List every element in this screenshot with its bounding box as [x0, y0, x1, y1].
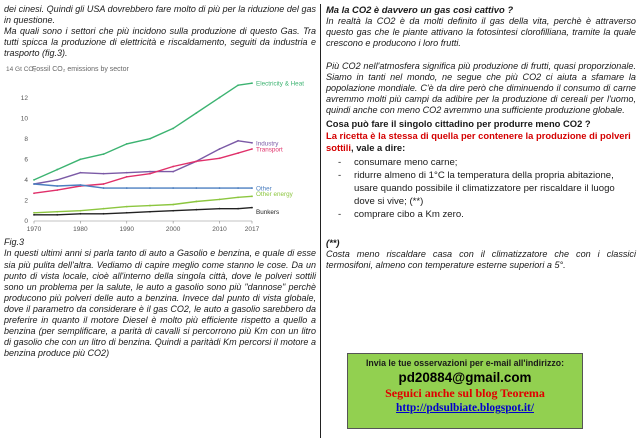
data-point: [219, 158, 221, 160]
note-text: Costa meno riscaldare casa con il climatizzatore che con i classici termosifoni, almeno con temperature esterne superiori a 5°.: [326, 248, 636, 270]
data-point: [172, 188, 174, 190]
series-label: Other energy: [256, 191, 293, 199]
data-point: [237, 208, 239, 210]
data-point: [103, 208, 105, 210]
left-paragraph-1: dei cinesi. Quindi gli USA dovrebbero fare molto di più per la riduzione del gas in questione.: [4, 4, 316, 26]
data-point: [251, 188, 253, 190]
y-tick-label: 6: [24, 156, 28, 164]
contact-box: [347, 353, 583, 429]
x-tick-label: 2017: [244, 226, 260, 234]
data-point: [103, 213, 105, 215]
data-point: [219, 188, 221, 190]
recipe-red-text: La ricetta è la stessa di quella per contenere la produzione di polveri sottili: [326, 129, 631, 153]
contact-email[interactable]: pd20884@gmail.com: [398, 370, 532, 385]
data-point: [149, 173, 151, 175]
series-line: [34, 149, 252, 193]
chart-title: Fossil CO₂ emissions by sector: [32, 66, 129, 74]
contact-invite: Invia le tue osservazioni per e-mail all'indirizzo:: [365, 358, 565, 368]
right-paragraph-2: Più CO2 nell'atmosfera significa più produzione di frutti, quasi proporzionale. Siamo in tanti nel mondo, ne segue che più CO2 ci aiuta a sfamare la popolazione mondiale. C'è da dire però che diminuendo il consumo di carne avremmo molti più campi da adibire per la produzione di cereali per l'uomo, quindi anche con meno CO2 avremmo una sufficiente produzione globale.: [326, 60, 636, 116]
data-point: [33, 184, 35, 186]
question-heading-1: Ma la CO2 è davvero un gas così cattivo ?: [326, 4, 514, 15]
series-label: Industry: [256, 140, 279, 148]
y-tick-label: 10: [20, 115, 28, 123]
data-point: [172, 171, 174, 173]
data-point: [149, 205, 151, 207]
chart-series: [33, 83, 253, 216]
emissions-chart: [4, 61, 304, 235]
blog-invite: Seguici anche sul blog Teorema: [385, 386, 545, 400]
data-point: [237, 85, 239, 87]
question-heading-2: Cosa può fare il singolo cittadino per produrre meno CO2 ?: [326, 117, 591, 129]
x-tick-label: 1970: [26, 226, 42, 234]
data-point: [56, 211, 58, 213]
data-point: [219, 208, 221, 210]
data-point: [195, 161, 197, 163]
data-point: [172, 128, 174, 130]
list-item: [326, 208, 636, 221]
data-point: [195, 201, 197, 203]
data-point: [126, 176, 128, 178]
right-paragraph-1: In realtà la CO2 è da molti definito il gas della vita, perchè è attraverso questo gas che le piante attivano la fotosintesi clorofilliana, tramite la quale crescono e producono i loro frutti.: [326, 16, 636, 49]
data-point: [103, 184, 105, 186]
data-point: [251, 83, 253, 85]
data-point: [79, 159, 81, 161]
data-point: [79, 213, 81, 215]
y-tick-label: 0: [24, 218, 28, 226]
data-point: [195, 113, 197, 115]
data-point: [126, 212, 128, 214]
left-paragraph-3: In questi ultimi anni si parla tanto di auto a Gasolio e benzina, e quale di esse sia più pulita dell'altra. Vediamo di capire meglio come stanno le cose. Da un punto di vista locale, cioè all'interno della singola città, dove le polveri sottili sono un problema per la salute, le auto a gasolio sono più "dannose" perchè producono più polveri delle auto a benzina. Invece dal punto di vista globale, dove il parametro da considerare è il gas CO2, le auto a gasolio sarebbero da preferire in quanto il motore Diesel è molto più efficiente rispetto a quello a benzina (per semplificare, a parità di cavalli si percorrono più Km con un litro di gasolio che con un litro di benzina. Quindi a paritàdi Km percorsi il motore a benzina produce più CO2): [4, 248, 316, 359]
x-tick-label: 2010: [212, 226, 227, 234]
dash-bullet: -: [338, 169, 342, 181]
data-point: [251, 196, 253, 198]
data-point: [33, 179, 35, 181]
data-point: [149, 171, 151, 173]
data-point: [56, 214, 58, 216]
x-tick-label: 1990: [119, 226, 135, 234]
data-point: [149, 211, 151, 213]
data-point: [172, 204, 174, 206]
data-point: [56, 186, 58, 188]
list-item-text: comprare cibo a Km zero.: [354, 208, 464, 220]
chart-y-label: 14 Gt CO₂: [6, 66, 36, 74]
y-tick-label: 8: [24, 136, 28, 144]
dash-bullet: -: [338, 156, 342, 168]
data-point: [251, 207, 253, 209]
series-label: Bunkers: [256, 209, 280, 217]
data-point: [149, 138, 151, 140]
data-point: [172, 210, 174, 212]
emissions-chart-svg: [4, 61, 304, 235]
y-tick-label: 2: [24, 198, 28, 206]
left-paragraph-2: Ma quali sono i settori che più incidono sulla produzione di questo Gas. Tra tutti spicca la produzione di elettricità e riscaldamento, seguiti da industria e trasporto (fig.3).: [4, 26, 316, 59]
data-point: [126, 188, 128, 190]
data-point: [56, 169, 58, 171]
data-point: [79, 210, 81, 212]
data-point: [237, 140, 239, 142]
data-point: [126, 143, 128, 145]
series-label: Other: [256, 186, 272, 194]
data-point: [237, 197, 239, 199]
column-divider: [320, 4, 321, 438]
data-point: [56, 179, 58, 181]
data-point: [126, 206, 128, 208]
data-point: [237, 188, 239, 190]
data-point: [33, 214, 35, 216]
data-point: [219, 97, 221, 99]
recipe-tail: , vale a dire:: [351, 141, 406, 153]
chart-series-labels: [256, 81, 304, 216]
data-point: [103, 173, 105, 175]
note-marker: (**): [326, 236, 340, 248]
data-point: [237, 153, 239, 155]
data-point: [33, 212, 35, 214]
data-point: [251, 142, 253, 144]
advice-list: [326, 156, 636, 221]
recipe-intro: [326, 130, 636, 154]
data-point: [79, 185, 81, 187]
blog-link[interactable]: http://pdsulbiate.blogspot.it/: [396, 402, 534, 414]
data-point: [33, 193, 35, 195]
list-item: [326, 169, 636, 208]
data-point: [172, 166, 174, 168]
figure-caption: Fig.3: [4, 237, 25, 248]
left-column: [4, 4, 316, 359]
series-line: [34, 141, 252, 184]
list-item-text: ridurre almeno di 1°C la temperatura della propria abitazione, usare quando possibile il climatizzatore per riscaldare il luogo dove si vive; (**): [354, 169, 615, 207]
data-point: [195, 188, 197, 190]
data-point: [126, 172, 128, 174]
x-tick-label: 2000: [165, 226, 181, 234]
data-point: [149, 188, 151, 190]
data-point: [219, 199, 221, 201]
data-point: [103, 188, 105, 190]
dash-bullet: -: [338, 208, 342, 220]
data-point: [251, 149, 253, 151]
series-label: Transport: [256, 146, 283, 154]
data-point: [56, 190, 58, 192]
x-tick-label: 1980: [73, 226, 88, 234]
data-point: [195, 209, 197, 211]
data-point: [79, 172, 81, 174]
y-tick-label: 4: [24, 177, 28, 185]
data-point: [219, 149, 221, 151]
data-point: [103, 154, 105, 156]
right-column: [326, 4, 636, 271]
y-tick-label: 12: [20, 95, 28, 103]
list-item-text: consumare meno carne;: [354, 156, 458, 168]
list-item: [326, 156, 636, 169]
series-label: Electricity & Heat: [256, 81, 304, 89]
